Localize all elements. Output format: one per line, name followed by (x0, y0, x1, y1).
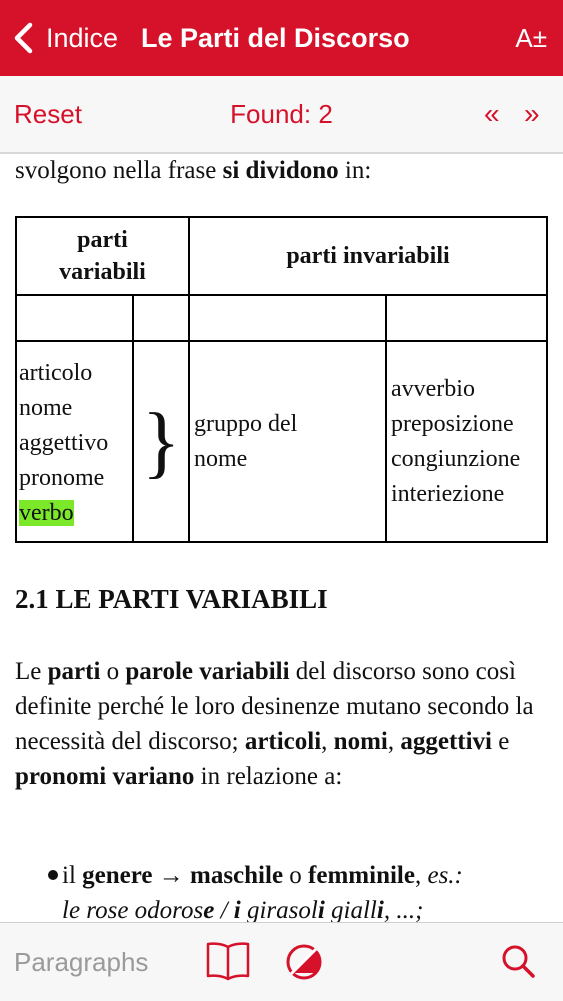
list-item: interiezione (391, 480, 505, 507)
search-results-bar (0, 76, 563, 154)
header-parti-invariabili: parti invariabili (189, 217, 547, 295)
bullet-item: il genere → maschile o femminile, es.: le rose odorose / i girasoli gialli, ...; (62, 862, 463, 922)
intro-text: svolgono nella frase si dividono in: (15, 157, 372, 184)
header-parti-variabili: parti variabili (16, 217, 189, 295)
reset-button[interactable]: Reset (14, 99, 82, 129)
variabili-cell (16, 341, 133, 542)
list-item: nome (19, 395, 73, 421)
found-count: Found: 2 (230, 99, 333, 129)
list-item: avverbio (391, 375, 475, 402)
list-item: aggettivo (19, 430, 109, 456)
list-item: pronome (19, 465, 105, 491)
next-result-button[interactable]: » (524, 98, 540, 129)
font-size-button[interactable]: A± (515, 23, 547, 53)
search-icon[interactable] (500, 943, 536, 979)
table-cell (386, 295, 547, 341)
stop-icon[interactable] (285, 943, 323, 981)
book-icon[interactable] (205, 941, 251, 981)
bottom-toolbar (0, 922, 563, 1001)
back-label: Indice (46, 22, 119, 53)
paragraph-text: Le parti o parole variabili del discorso sono così definite perché le loro desinenze mutano secondo la necessità del discorso; articoli, nomi, aggettivi e pronomi variano in relazione a: (15, 658, 534, 790)
page-title: Le Parti del Discorso (141, 23, 410, 53)
gruppo-cell: gruppo del nome (189, 341, 386, 542)
list-item: preposizione (391, 410, 514, 437)
section-heading: 2.1 LE PARTI VARIABILI (15, 584, 328, 614)
back-button[interactable] (12, 18, 118, 58)
content-scroll-area[interactable] (0, 154, 563, 922)
paragraphs-button[interactable]: Paragraphs (14, 947, 149, 977)
brace-cell: } (133, 341, 189, 542)
highlighted-search-match: verbo (19, 500, 74, 526)
table-cell (16, 295, 133, 341)
table-cell (133, 295, 189, 341)
invariabili-cell (386, 341, 547, 542)
chevron-left-icon (12, 22, 34, 54)
list-item: articolo (19, 360, 93, 386)
table-cell (189, 295, 386, 341)
parts-table (15, 216, 548, 543)
previous-result-button[interactable]: « (484, 98, 500, 129)
bullet-icon (48, 870, 58, 880)
navigation-bar (0, 0, 563, 76)
list-item: congiunzione (391, 445, 521, 472)
